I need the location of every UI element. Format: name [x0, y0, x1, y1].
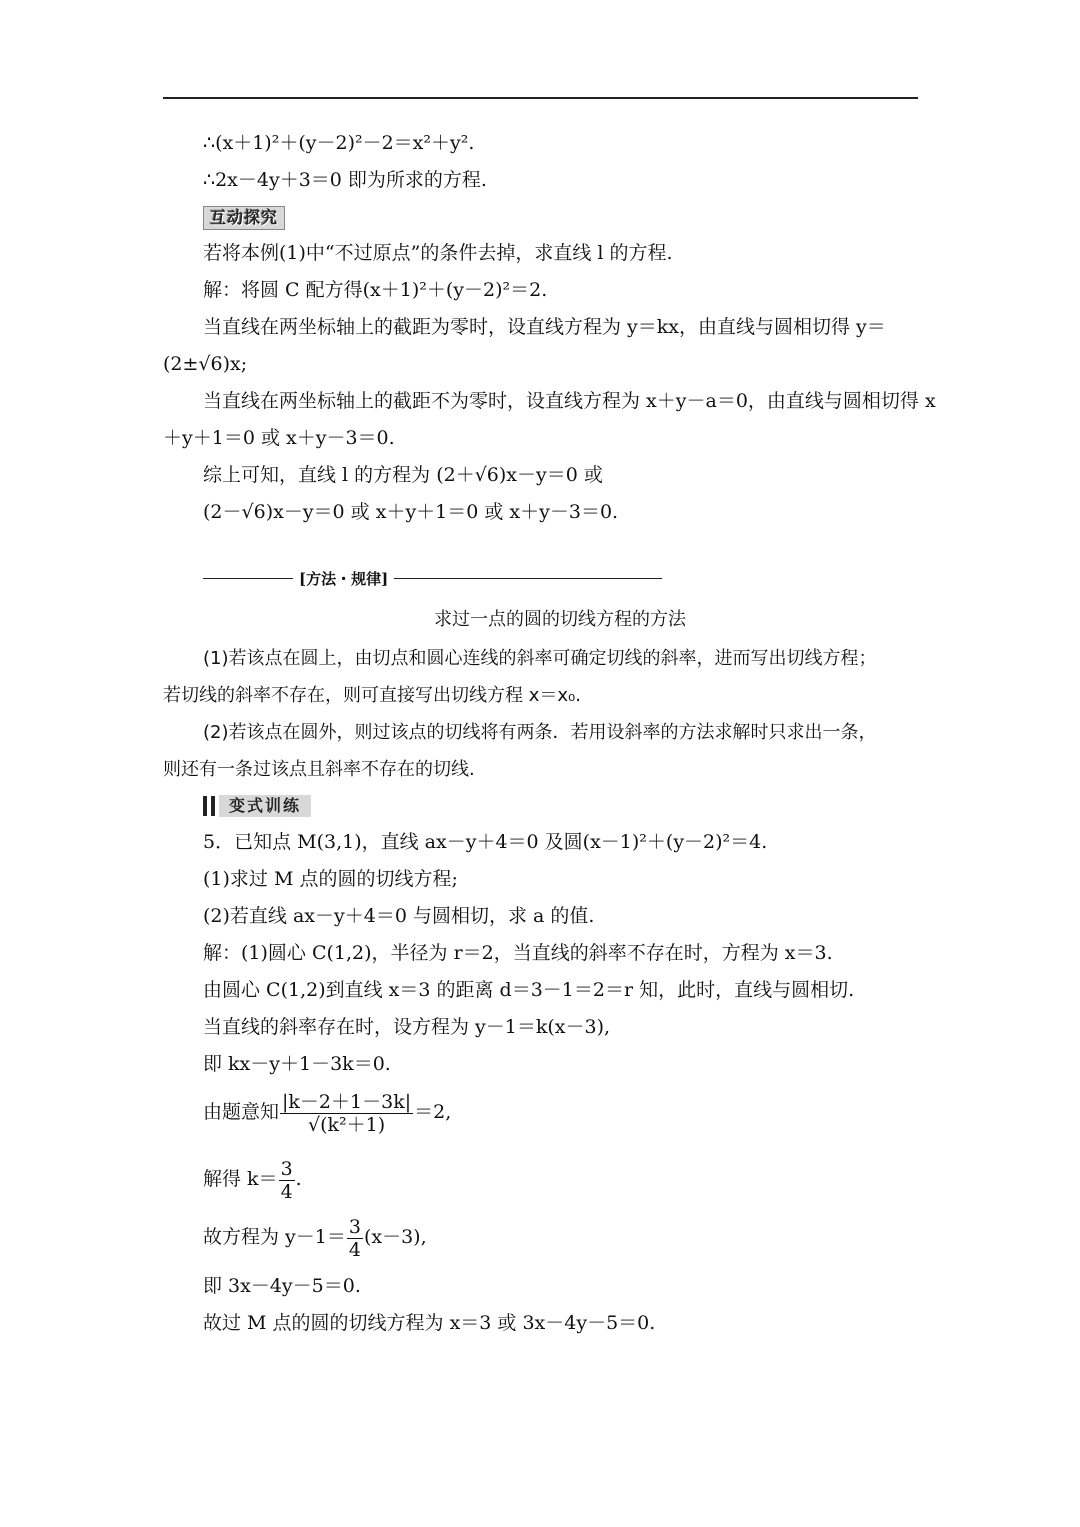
explore-solution-3: (2±√6)x;: [163, 353, 248, 375]
solution-line-5-prefix: 由题意知: [203, 1101, 280, 1123]
explore-solution-4: 当直线在两坐标轴上的截距不为零时，设直线方程为 x＋y－a＝0，由直线与圆相切得 x: [203, 390, 936, 412]
method-divider-right: [394, 578, 662, 579]
method-divider-left: [203, 578, 293, 579]
header-rule: [163, 97, 918, 99]
distance-numerator: |k－2＋1－3k|: [282, 1090, 412, 1113]
solution-line-4: 即 kx－y＋1－3k＝0.: [203, 1053, 391, 1075]
problem-part-2: (2)若直线 ax－y＋4＝0 与圆相切，求 a 的值.: [203, 905, 595, 927]
solution-line-3: 当直线的斜率存在时，设方程为 y－1＝k(x－3),: [203, 1016, 611, 1038]
equation-line-2: ∴2x－4y＋3＝0 即为所求的方程.: [203, 169, 487, 191]
explore-solution-1: 解：将圆 C 配方得(x＋1)²＋(y－2)²＝2.: [203, 279, 548, 301]
explore-conclusion-1: 综上可知，直线 l 的方程为 (2＋√6)x－y＝0 或: [203, 464, 603, 486]
solution-line-7-prefix: 故方程为 y－1＝: [203, 1226, 346, 1248]
solution-line-8: 即 3x－4y－5＝0.: [203, 1275, 361, 1297]
method-point-1a: (1)若该点在圆上，由切点和圆心连线的斜率可确定切线的斜率，进而写出切线方程；: [203, 648, 877, 669]
method-title: 求过一点的圆的切线方程的方法: [434, 609, 686, 630]
explore-solution-2: 当直线在两坐标轴上的截距为零时，设直线方程为 y＝kx，由直线与圆相切得 y＝: [203, 316, 886, 338]
explore-conclusion-2: (2－√6)x－y＝0 或 x＋y＋1＝0 或 x＋y－3＝0.: [203, 501, 619, 523]
variant-training-label: 变式训练: [219, 795, 311, 817]
k-fraction: [279, 1158, 295, 1203]
method-point-2a: (2)若该点在圆外，则过该点的切线将有两条．若用设斜率的方法求解时只求出一条，: [203, 722, 877, 743]
method-point-1b: 若切线的斜率不存在，则可直接写出切线方程 x＝x₀.: [163, 685, 581, 706]
solution-line-5: [203, 1088, 451, 1136]
slope-numerator: 3: [348, 1215, 361, 1238]
method-divider: [203, 568, 662, 589]
variant-training-tag: [203, 795, 311, 817]
method-point-2b: 则还有一条过该点且斜率不存在的切线.: [163, 759, 475, 780]
distance-fraction: [280, 1091, 413, 1136]
k-numerator: 3: [280, 1157, 293, 1180]
equation-line-1: ∴(x＋1)²＋(y－2)²－2＝x²＋y².: [203, 132, 475, 154]
k-denominator: 4: [280, 1180, 293, 1203]
interactive-explore-tag: 互动探究: [203, 206, 285, 230]
solution-line-6-suffix: .: [295, 1168, 302, 1190]
solution-line-7-suffix: (x－3),: [363, 1226, 427, 1248]
slope-fraction: [347, 1216, 363, 1261]
solution-line-5-suffix: ＝2,: [414, 1101, 452, 1123]
problem-part-1: (1)求过 M 点的圆的切线方程;: [203, 868, 458, 890]
solution-line-1: 解：(1)圆心 C(1,2)，半径为 r＝2，当直线的斜率不存在时，方程为 x＝3.: [203, 942, 833, 964]
problem-statement: 5．已知点 M(3,1)，直线 ax－y＋4＝0 及圆(x－1)²＋(y－2)²＝4.: [203, 831, 768, 853]
slope-denominator: 4: [348, 1238, 361, 1261]
explore-solution-5: ＋y＋1＝0 或 x＋y－3＝0.: [163, 427, 395, 449]
double-bar-icon: [203, 796, 215, 816]
solution-line-2: 由圆心 C(1,2)到直线 x＝3 的距离 d＝3－1＝2＝r 知，此时，直线与圆相切.: [203, 979, 855, 1001]
explore-question: 若将本例(1)中“不过原点”的条件去掉，求直线 l 的方程.: [203, 242, 673, 264]
solution-line-6-prefix: 解得 k＝: [203, 1168, 278, 1190]
solution-line-9: 故过 M 点的圆的切线方程为 x＝3 或 3x－4y－5＝0.: [203, 1312, 656, 1334]
solution-line-6: [203, 1155, 302, 1203]
solution-line-7: [203, 1213, 427, 1261]
method-label: [方法・规律]: [299, 570, 389, 588]
distance-denominator: √(k²＋1): [307, 1113, 386, 1136]
